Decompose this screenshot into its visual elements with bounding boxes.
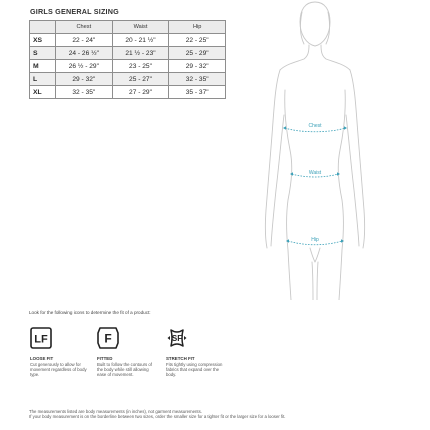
footnote-line-2: If your body measurement is on the borderline between two sizes, order the smaller size for a tighter fit or the larger size for a looser fit. xyxy=(29,414,286,420)
table-row xyxy=(30,47,226,60)
chest-cell: 26 ½ - 29" xyxy=(56,60,113,73)
hip-cell: 29 - 32" xyxy=(169,60,226,73)
page-title: GIRLS GENERAL SIZING xyxy=(30,7,119,16)
table-row xyxy=(30,73,226,86)
waist-cell: 27 - 29" xyxy=(112,86,169,99)
table-row xyxy=(30,60,226,73)
size-cell: XL xyxy=(30,86,56,99)
fitted-icon xyxy=(97,327,119,349)
header-waist: Waist xyxy=(112,21,169,34)
footnote-line-1: The measurements listed are body measurements (in inches), not garment measurements. xyxy=(29,409,202,414)
size-chart-table xyxy=(29,20,226,99)
waist-cell: 21 ½ - 23" xyxy=(112,47,169,60)
table-row xyxy=(30,34,226,47)
table-row xyxy=(30,86,226,99)
arrow-right-icon xyxy=(344,126,347,130)
hip-cell: 22 - 25" xyxy=(169,34,226,47)
stretch-fit-badge: SF xyxy=(171,334,183,343)
stretch-fit-name: STRETCH FIT xyxy=(166,356,195,361)
stretch-fit-icon xyxy=(166,327,188,349)
hip-cell: 25 - 29" xyxy=(169,47,226,60)
header-size xyxy=(30,21,56,34)
header-hip: Hip xyxy=(169,21,226,34)
chest-label: Chest xyxy=(308,123,322,129)
fit-intro-text: Look for the following icons to determine the fit of a product: xyxy=(29,310,151,315)
fitted-badge: F xyxy=(104,331,112,346)
waist-cell: 23 - 25" xyxy=(112,60,169,73)
fit-block-loose xyxy=(30,327,92,378)
header-chest: Chest xyxy=(56,21,113,34)
waist-label: Waist xyxy=(308,170,322,176)
fit-block-fitted xyxy=(97,327,159,378)
fitted-name: FITTED xyxy=(97,356,113,361)
fit-block-stretch xyxy=(166,327,228,378)
loose-fit-name: LOOSE FIT xyxy=(30,356,54,361)
body-outline xyxy=(265,2,364,300)
size-cell: S xyxy=(30,47,56,60)
loose-fit-icon xyxy=(30,327,52,349)
chest-cell: 32 - 35" xyxy=(56,86,113,99)
loose-fit-badge: LF xyxy=(34,333,48,346)
size-cell: XS xyxy=(30,34,56,47)
body-figure xyxy=(250,0,380,300)
hip-label: Hip xyxy=(311,237,319,243)
size-cell: L xyxy=(30,73,56,86)
loose-fit-desc: Cut generously to allow for movement regardless of body type. xyxy=(30,362,87,378)
size-cell: M xyxy=(30,60,56,73)
chest-cell: 29 - 32" xyxy=(56,73,113,86)
measurement-arrows xyxy=(283,126,347,243)
table-header-row xyxy=(30,21,226,34)
chest-cell: 24 - 26 ½" xyxy=(56,47,113,60)
fitted-desc: Built to follow the contours of the body while still allowing ease of movement. xyxy=(97,362,152,378)
chest-cell: 22 - 24" xyxy=(56,34,113,47)
stretch-fit-desc: Fits tightly using compression fabrics that expand over the body. xyxy=(166,362,223,378)
hip-cell: 35 - 37" xyxy=(169,86,226,99)
footnote xyxy=(29,409,329,419)
waist-cell: 20 - 21 ½" xyxy=(112,34,169,47)
measurement-lines xyxy=(285,128,345,245)
waist-cell: 25 - 27" xyxy=(112,73,169,86)
arrow-left-icon xyxy=(283,126,286,130)
hip-cell: 32 - 35" xyxy=(169,73,226,86)
body-outline-svg xyxy=(250,0,380,300)
